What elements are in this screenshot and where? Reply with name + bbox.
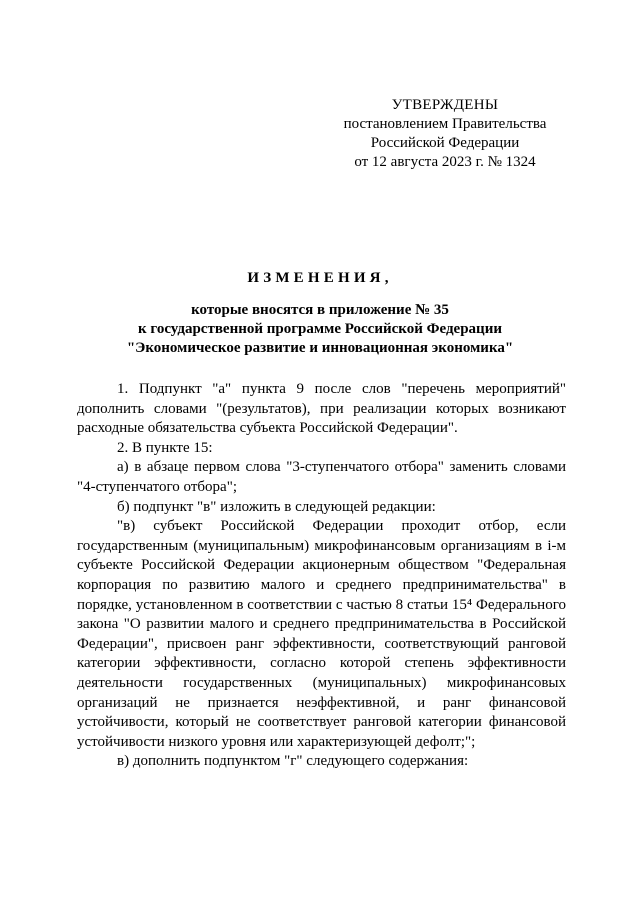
approval-line-1: постановлением Правительства xyxy=(343,116,547,132)
paragraph-5: "в) субъект Российской Федерации проходит отбор, если государственным (муниципальным) микрофинансовым организациям в i-м субъекте Российской Федерации акционерным обществом "Федеральная корпорация по развитию малого и среднего предпринимательства" в порядке, установленном в соответствии с частью 8 статьи 15⁴ Федерального закона "О развитии малого и среднего предпринимательства в Российской Федерации", присвоен ранг эффективности, соответствующий ранговой категории эффективности, согласно которой степень эффективности деятельности государственных (муниципальных) микрофинансовых организаций не признается неэффективной, и ранг финансовой устойчивости, который не соответствует ранговой категории финансовой устойчивости низкого уровня или характеризующей дефолт;"; xyxy=(77,518,566,750)
document-title-block xyxy=(60,269,580,358)
paragraph-6: в) дополнить подпунктом "г" следующего содержания: xyxy=(117,753,469,770)
paragraph-4: б) подпункт "в" изложить в следующей редакции: xyxy=(117,498,436,515)
document-title: ИЗМЕНЕНИЯ, xyxy=(247,270,393,286)
paragraph-2: 2. В пункте 15: xyxy=(117,439,213,456)
document-subtitle-2: к государственной программе Российской Федерации xyxy=(138,321,502,337)
paragraph-1: 1. Подпункт "а" пункта 9 после слов "перечень мероприятий" дополнить словами "(результатов), при реализации которых возникают расходные обязательства субъекта Российской Федерации". xyxy=(77,381,566,437)
approval-line-2: Российской Федерации xyxy=(370,135,520,151)
approval-block xyxy=(330,96,560,172)
document-subtitle-1: которые вносятся в приложение № 35 xyxy=(191,302,449,318)
document-body xyxy=(77,380,566,772)
document-subtitle-3: "Экономическое развитие и инновационная экономика" xyxy=(126,340,514,356)
approval-line-3: от 12 августа 2023 г. № 1324 xyxy=(354,154,536,170)
approval-heading: УТВЕРЖДЕНЫ xyxy=(391,97,499,113)
paragraph-3: а) в абзаце первом слова "3-ступенчатого отбора" заменить словами "4-ступенчатого отбора"; xyxy=(77,459,566,495)
